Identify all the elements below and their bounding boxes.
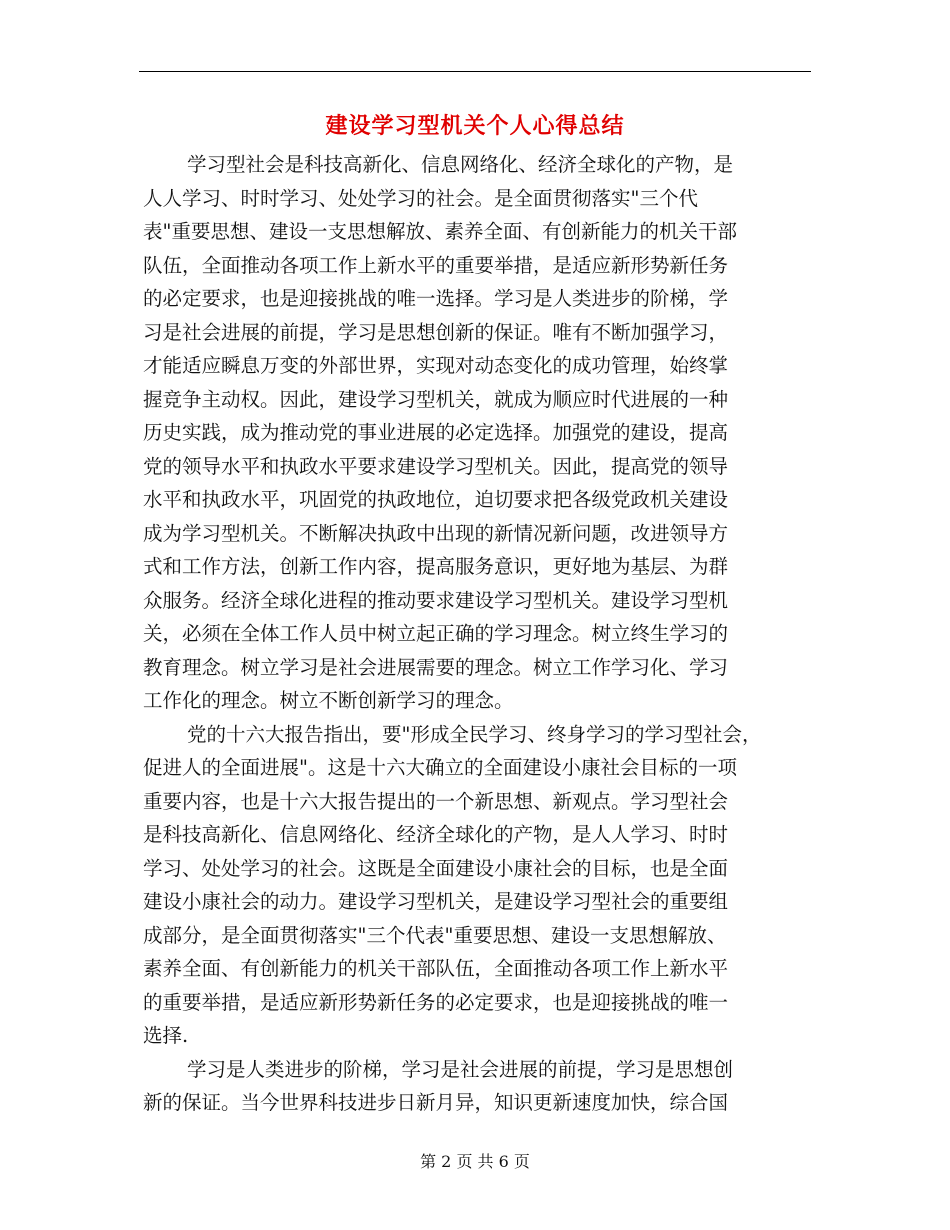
text-line: 成部分，是全面贯彻落实"三个代表"重要思想、建设一支思想解放、 <box>143 923 727 947</box>
text-line: 的重要举措，是适应新形势新任务的必定要求，也是迎接挑战的唯一 <box>143 990 729 1014</box>
text-line: 教育理念。树立学习是社会进展需要的理念。树立工作学习化、学习 <box>143 655 729 679</box>
paragraph <box>143 148 805 718</box>
paragraph <box>143 718 805 1053</box>
text-line: 队伍，全面推动各项工作上新水平的重要举措，是适应新形势新任务 <box>143 253 729 277</box>
text-line: 关，必须在全体工作人员中树立起正确的学习理念。树立终生学习的 <box>143 622 729 645</box>
text-line: 新的保证。当今世界科技进步日新月异，知识更新速度加快，综合国 <box>143 1091 729 1114</box>
header-rule <box>139 71 811 72</box>
text-line: 水平和执政水平，巩固党的执政地位，迫切要求把各级党政机关建设 <box>143 488 729 511</box>
text-line: 工作化的理念。树立不断创新学习的理念。 <box>143 689 514 712</box>
text-line: 党的领导水平和执政水平要求建设学习型机关。因此，提高党的领导 <box>143 454 729 478</box>
text-line: 才能适应瞬息万变的外部世界，实现对动态变化的成功管理，始终掌 <box>143 354 729 377</box>
document-title: 建设学习型机关个人心得总结 <box>325 114 625 139</box>
document-body <box>143 148 805 1120</box>
text-line: 是科技高新化、信息网络化、经济全球化的产物，是人人学习、时时 <box>143 823 729 846</box>
text-line: 表"重要思想、建设一支思想解放、素养全面、有创新能力的机关干部 <box>143 220 737 243</box>
text-line: 党的十六大报告指出，要"形成全民学习、终身学习的学习型社会， <box>187 722 762 746</box>
text-line: 握竞争主动权。因此，建设学习型机关，就成为顺应时代进展的一种 <box>143 387 729 411</box>
text-line: 建设小康社会的动力。建设学习型机关，是建设学习型社会的重要组 <box>143 890 729 913</box>
page-footer: 第 2 页 共 6 页 <box>420 1152 530 1171</box>
text-line: 学习型社会是科技高新化、信息网络化、经济全球化的产物，是 <box>187 153 734 176</box>
text-line: 习是社会进展的前提，学习是思想创新的保证。唯有不断加强学习， <box>143 320 729 344</box>
text-line: 成为学习型机关。不断解决执政中出现的新情况新问题，改进领导方 <box>143 521 729 545</box>
text-line: 的必定要求，也是迎接挑战的唯一选择。学习是人类进步的阶梯，学 <box>143 287 729 310</box>
text-line: 学习、处处学习的社会。这既是全面建设小康社会的目标，也是全面 <box>143 856 729 880</box>
text-line: 式和工作方法，创新工作内容，提高服务意识，更好地为基层、为群 <box>143 555 729 578</box>
text-line: 众服务。经济全球化进程的推动要求建设学习型机关。建设学习型机 <box>143 588 729 612</box>
text-line: 促进人的全面进展"。这是十六大确立的全面建设小康社会目标的一项 <box>143 756 737 779</box>
text-line: 学习是人类进步的阶梯，学习是社会进展的前提，学习是思想创 <box>187 1057 734 1081</box>
text-line: 历史实践，成为推动党的事业进展的必定选择。加强党的建设，提高 <box>143 421 729 444</box>
text-line: 重要内容，也是十六大报告提出的一个新思想、新观点。学习型社会 <box>143 789 729 813</box>
paragraph <box>143 1053 805 1120</box>
text-line: 选择. <box>143 1024 189 1047</box>
text-line: 素养全面、有创新能力的机关干部队伍，全面推动各项工作上新水平 <box>143 957 729 980</box>
text-line: 人人学习、时时学习、处处学习的社会。是全面贯彻落实"三个代 <box>143 186 698 210</box>
